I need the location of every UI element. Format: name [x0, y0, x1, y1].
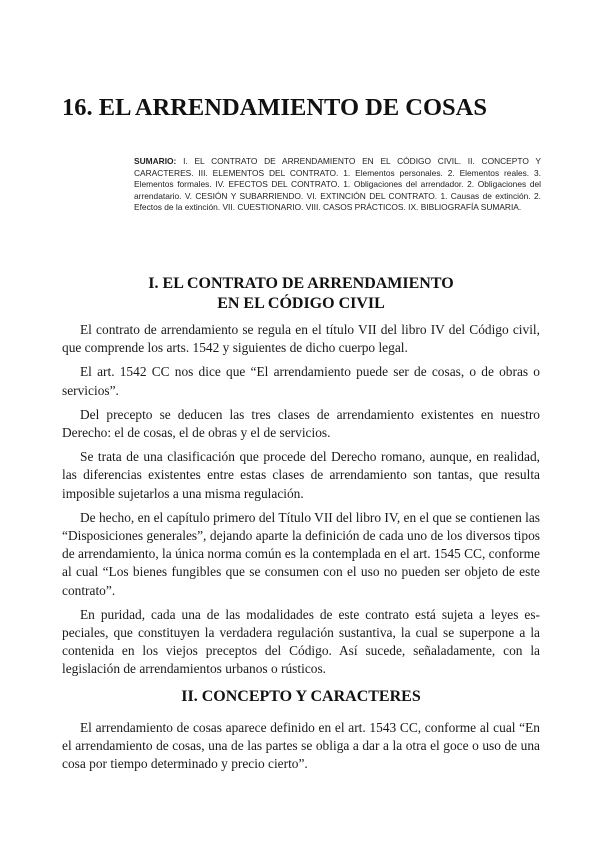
paragraph: Se trata de una clasificación que procede del Derecho romano, aunque, en realidad, las diferencias existentes entre estas clases de arrendamiento son tantas, que resulta imposible sujetarlos a una misma regulación.: [62, 449, 540, 501]
paragraph: El contrato de arrendamiento se regula en el título VII del libro IV del Código civil, que comprende los arts. 1542 y siguientes de dicho cuerpo legal.: [62, 322, 540, 356]
section-heading-2: [62, 687, 540, 707]
section-2-body: [62, 719, 540, 780]
summary-block: [134, 156, 541, 214]
section-heading-1-line-2: EN EL CÓDIGO CIVIL: [217, 295, 385, 312]
paragraph: El art. 1542 CC nos dice que “El arrendamiento puede ser de cosas, o de obras o servicios”.: [62, 364, 540, 398]
paragraph: De hecho, en el capítulo primero del Título VII del libro IV, en el que se contienen las “Disposiciones generales”, dejando aparte la definición de cada uno de los diversos tipos de arrendamiento, la única norma común es la contemplada en el art. 1545 CC, conforme al cual “Los bienes fungibles que se consumen con el uso no pueden ser objeto de este contrato”.: [62, 509, 540, 598]
paragraph: El arrendamiento de cosas aparece definido en el art. 1543 CC, conforme al cual “En el arrendamiento de cosas, una de las partes se obliga a dar a la otra el goce o uso de una cosa por tiempo determinado y precio cierto”.: [62, 720, 540, 772]
chapter-title: 16. EL ARRENDAMIENTO DE COSAS: [62, 94, 487, 121]
summary-text: I. EL CONTRATO DE ARRENDAMIENTO EN EL CÓDIGO CIVIL. II. CONCEPTO Y CARACTERES. III. ELEMENTOS DEL CONTRATO. 1. Elementos personales. 2. Elementos reales. 3. Elementos formales. IV. EFECTOS DEL CONTRATO. 1. Obligaciones del arrendador. 2. Obligaciones del arrendatario. V. CESIÓN Y SUBARRIENDO. VI. EXTINCIÓN DEL CONTRATO. 1. Causas de extinción. 2. Efectos de la extinción. VII. CUESTIONARIO. VIII. CASOS PRÁCTICOS. IX. BIBLIOGRAFÍA SUMARIA.: [134, 156, 541, 213]
summary-label: SUMARIO:: [134, 156, 177, 166]
paragraph: Del precepto se deducen las tres clases de arrendamiento existentes en nuestro Derecho: el de cosas, el de obras y el de servicios.: [62, 406, 540, 441]
paragraph: En puridad, cada una de las modalidades de este contrato está sujeta a leyes especiales, que constituyen la verdadera regulación sustantiva, la cual se superpone a la contenida en los viejos preceptos del Código. Así sucede, señaladamente, con la legislación de arrendamientos urbanos o rústicos.: [62, 606, 540, 677]
section-heading-1-line-1: I. EL CONTRATO DE ARRENDAMIENTO: [148, 275, 454, 292]
section-heading-1: [62, 274, 540, 314]
section-1-body: [62, 321, 540, 685]
section-heading-2-line-1: II. CONCEPTO Y CARACTERES: [181, 688, 421, 705]
